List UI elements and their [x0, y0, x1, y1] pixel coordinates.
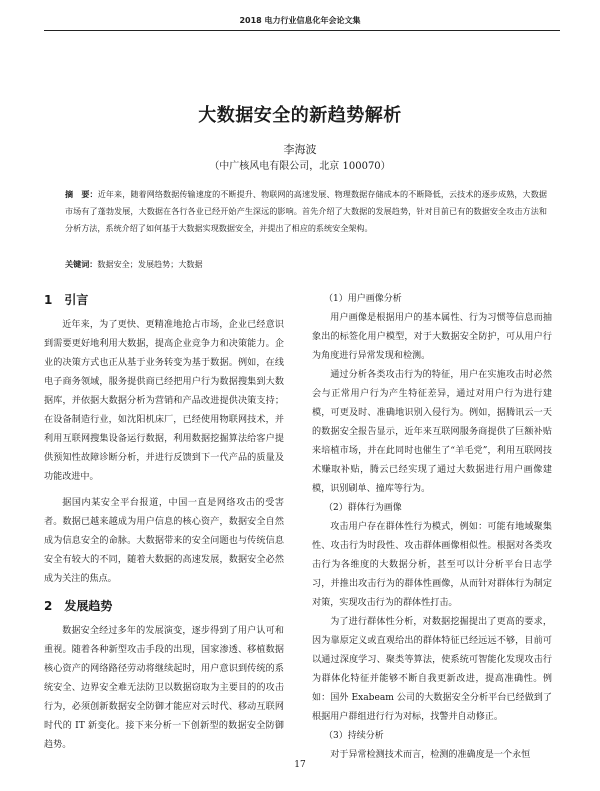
- subsection-heading-user-profile: （1）用户画像分析: [324, 294, 402, 304]
- user-profile-paragraph-1: 用户画像是根据用户的基本属性、行为习惯等信息而抽象出的标签化用户模型，对于大数据安全防护，可从用户行为角度进行异常发现和检测。: [312, 313, 552, 361]
- abstract-text: 近年来，随着网络数据传输速度的不断提升、物联网的高速发展、物理数据存储成本的不断降低，云技术的逐步成熟，大数据市场有了蓬勃发展，大数据在各行各业已经开始产生深远的影响。首先介绍了大数据的发展趋势，针对目前已有的数据安全攻击方法和分析方法，系统介绍了如何基于大数据实现数据安全，并提出了相应的系统安全架构。: [65, 189, 547, 233]
- continuous-analysis-paragraph-1: 对于异常检测技术而言，检测的准确度是一个永恒: [330, 750, 531, 760]
- section-heading-intro: 1 引言: [44, 293, 89, 307]
- paper-title: 大数据安全的新趋势解析: [198, 105, 402, 126]
- abstract-label: 摘 要：: [65, 189, 98, 199]
- group-profile-paragraph-1: 攻击用户存在群体性行为模式，例如：可能有地域聚集性、攻击行为时段性、攻击群体画像相似性。根据对各类攻击行为各维度的大数据分析，甚至可以计分析平台日志学习，并推出攻击行为的群体性画像，从而针对群体行为制定对策，实现攻击行为的群体性打击。: [312, 522, 552, 608]
- trend-paragraph-1: 数据安全经过多年的发展演变，逐步得到了用户认可和重视。随着各种新型攻击手段的出现，国家渗透、移植数据核心资产的网络路径劳动将继续起时，用户意识到传统的系统安全、边界安全难无法防卫以数据窃取为主要目的的攻击行为，必须创新数据安全防御才能应对云时代、移动互联网时代的 IT 新变化。接下来分析一下创新型的数据安全防御趋势。: [44, 626, 284, 750]
- group-profile-paragraph-2: 为了进行群体性分析，对数据挖掘提出了更高的要求，因为靠原定义或直观给出的群体特征已经远远不够，目前可以通过深度学习、聚类等算法，使系统可智能化发现攻击行为群体化特征并能够不断自我更新改进，提高准确性。例如：国外 Exabeam 公司的大数据安全分析平台已经做到了根据用户群组进行行为对标，找警并自动修正。: [312, 617, 552, 722]
- subsection-heading-group-profile: （2）群体行为画像: [324, 503, 402, 513]
- intro-paragraph-1: 近年来，为了更快、更精准地抢占市场，企业已经意识到需要更好地利用大数据，提高企业竞争力和决策能力。企业的决策方式也正从基于业务转变为基于数据。例如，在线电子商务领域，服务提供商已经把用户行为数据搜集到大数据库，并依据大数据分析为营销和产品改进提供决策支持；在设备制造行业，如沈阳机床厂，已经使用物联网技术，并利用互联网搜集设备运行数据，利用数据挖掘算法给客户提供预知性故障诊断分析，并进行反馈到下一代产品的质量及功能改进中。: [44, 320, 284, 482]
- running-header: 2018 电力行业信息化年会论文集: [239, 16, 361, 25]
- intro-paragraph-2: 据国内某安全平台报道，中国一直是网络攻击的受害者。数据已越来越成为用户信息的核心资产，数据安全自然成为信息安全的命脉。大数据带来的安全问题也与传统信息安全有较大的不同，随着大数据的高速发展，数据安全必然成为关注的焦点。: [44, 498, 284, 584]
- paper-author: 李海波: [283, 143, 317, 156]
- paper-affiliation: （中广核风电有限公司，北京 100070）: [209, 161, 391, 172]
- left-column: [44, 290, 284, 755]
- section-heading-trend: 2 发展趋势: [44, 599, 113, 613]
- keywords: [65, 257, 547, 271]
- right-column: [312, 290, 552, 765]
- abstract: [65, 186, 547, 237]
- subsection-heading-continuous-analysis: （3）持续分析: [324, 731, 384, 741]
- keywords-label: 关键词：: [65, 259, 98, 269]
- page-number: 17: [294, 760, 306, 770]
- header-rule: [44, 30, 560, 31]
- user-profile-paragraph-2: 通过分析各类攻击行为的特征，用户在实施攻击时必然会与正常用户行为产生特征差异，通过对用户行为进行建模，可更及时、准确地识别入侵行为。例如，据腾讯云一天的数据安全报告显示，近年来互联网服务商提供了巨额补贴来培植市场，并在此同时也催生了“羊毛党”，利用互联网技术赚取补贴，腾云已经实现了通过大数据进行用户画像建模，识别刷单、撞库等行为。: [312, 370, 552, 494]
- keywords-text: 数据安全；发展趋势；大数据: [97, 259, 203, 269]
